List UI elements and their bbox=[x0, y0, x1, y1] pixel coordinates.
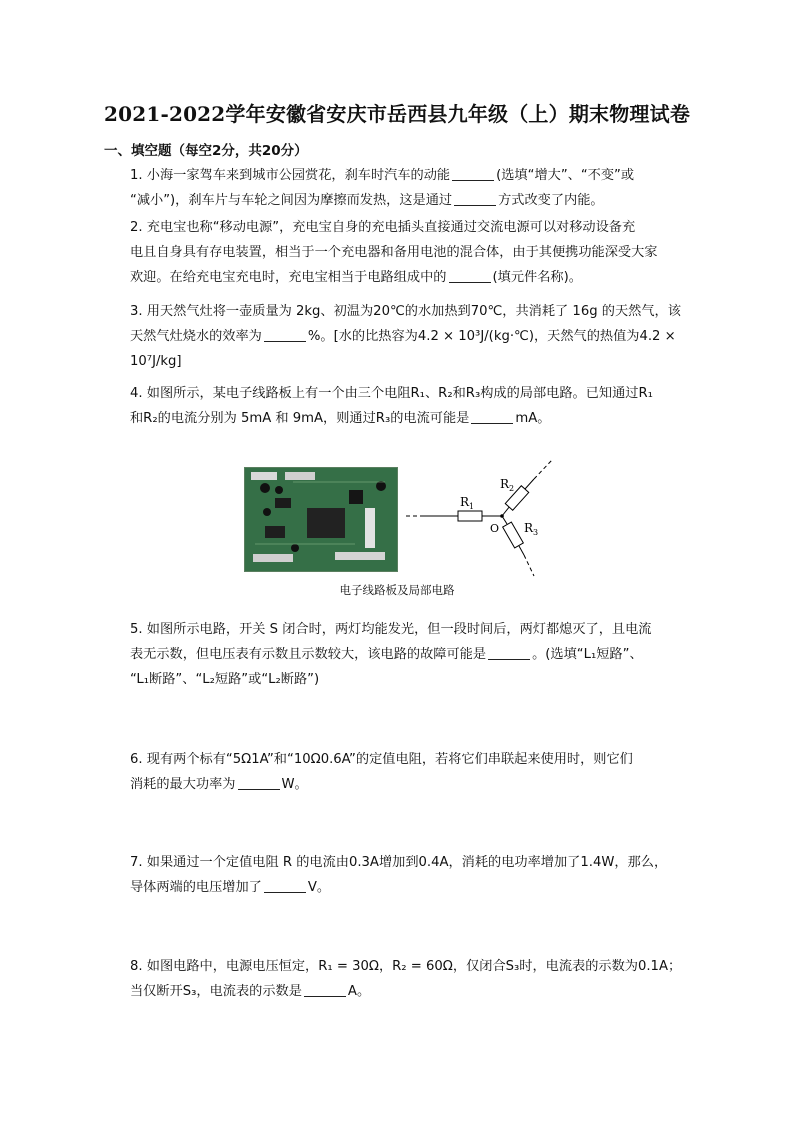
resistor-r1 bbox=[458, 511, 482, 521]
r2-label: $R_2$ bbox=[500, 477, 515, 493]
q3-text: 10⁷J/kg] bbox=[130, 354, 182, 369]
q1-text: (选填“增大”、“不变”或 bbox=[496, 168, 635, 183]
q4-text: mA。 bbox=[515, 411, 551, 426]
answer-blank[interactable] bbox=[264, 878, 306, 893]
q3-text: %。[水的比热容为4.2 × 10³J/(kg·℃)，天然气的热值为4.2 × bbox=[307, 329, 676, 344]
answer-blank[interactable] bbox=[238, 775, 280, 790]
q5-text: 表无示数，但电压表有示数且示数较大，该电路的故障可能是 bbox=[130, 647, 487, 662]
q7-text: V。 bbox=[307, 880, 331, 895]
resistor-r3 bbox=[503, 522, 524, 548]
figure-caption: 电子线路板及局部电路 bbox=[339, 583, 455, 597]
q5-text: 。(选填“L₁短路”、 bbox=[532, 647, 643, 662]
question-4 bbox=[130, 381, 710, 431]
answer-blank[interactable] bbox=[454, 191, 496, 206]
q4-text: 和R₂的电流分别为 5mA 和 9mA，则通过R₃的电流可能是 bbox=[130, 411, 470, 426]
page-title: 2021-2022学年安徽省安庆市岳西县九年级（上）期末物理试卷 bbox=[103, 102, 691, 126]
q7-text: 7. 如果通过一个定值电阻 R 的电流由0.3A增加到0.4A，消耗的电功率增加了1.4W，那么， bbox=[130, 855, 668, 870]
question-3 bbox=[130, 299, 710, 374]
q4-text: 4. 如图所示，某电子线路板上有一个由三个电阻R₁、R₂和R₃构成的局部电路。已知通过R₁ bbox=[130, 386, 653, 401]
q5-text: 5. 如图所示电路，开关 S 闭合时，两灯均能发光，但一段时间后，两灯都熄灭了，且电流 bbox=[130, 622, 652, 637]
question-2 bbox=[130, 215, 710, 290]
q8-text: 8. 如图电路中，电源电压恒定，R₁ = 30Ω，R₂ = 60Ω，仅闭合S₃时，电流表的示数为0.1A； bbox=[130, 959, 682, 974]
q5-text: “L₁断路”、“L₂短路”或“L₂断路”) bbox=[130, 672, 320, 687]
q6-text: W。 bbox=[281, 777, 308, 792]
q7-text: 导体两端的电压增加了 bbox=[130, 880, 262, 895]
q1-text: 方式改变了内能。 bbox=[498, 193, 604, 208]
question-6 bbox=[130, 747, 710, 797]
answer-blank[interactable] bbox=[488, 645, 530, 660]
q6-text: 6. 现有两个标有“5Ω1A”和“10Ω0.6A”的定值电阻，若将它们串联起来使用时，则它们 bbox=[130, 752, 633, 767]
answer-blank[interactable] bbox=[304, 982, 346, 997]
q2-text: 电且自身具有存电装置，相当于一个充电器和备用电池的混合体，由于其便携功能深受大家 bbox=[130, 245, 658, 260]
node-o-label: O bbox=[490, 522, 500, 535]
question-1 bbox=[130, 163, 710, 213]
q8-text: A。 bbox=[347, 984, 371, 999]
q2-text: 欢迎。在给充电宝充电时，充电宝相当于电路组成中的 bbox=[130, 270, 447, 285]
section-heading: 一、填空题（每空2分，共20分） bbox=[104, 143, 308, 159]
q2-text: (填元件名称)。 bbox=[492, 270, 582, 285]
answer-blank[interactable] bbox=[471, 409, 513, 424]
answer-blank[interactable] bbox=[452, 166, 494, 181]
answer-blank[interactable] bbox=[449, 268, 491, 283]
q3-text: 3. 用天然气灶将一壶质量为 2kg、初温为20℃的水加热到70℃，共消耗了 16g 的天然气，该 bbox=[130, 304, 681, 319]
r3-label: $R_3$ bbox=[524, 521, 539, 537]
circuit-board-photo bbox=[244, 467, 398, 572]
q3-text: 天然气灶烧水的效率为 bbox=[130, 329, 262, 344]
answer-blank[interactable] bbox=[264, 327, 306, 342]
question-7 bbox=[130, 850, 710, 900]
question-8 bbox=[130, 954, 710, 1004]
q1-text: 1. 小海一家驾车来到城市公园赏花，刹车时汽车的动能 bbox=[130, 168, 451, 183]
q1-text: “减小”)，刹车片与车轮之间因为摩擦而发热，这是通过 bbox=[130, 193, 453, 208]
q2-text: 2. 充电宝也称“移动电源”，充电宝自身的充电插头直接通过交流电源可以对移动设备充 bbox=[130, 220, 636, 235]
question-5 bbox=[130, 617, 710, 692]
circuit-figure bbox=[244, 458, 564, 578]
q6-text: 消耗的最大功率为 bbox=[130, 777, 236, 792]
r1-label: $R_1$ bbox=[460, 495, 475, 511]
q8-text: 当仅断开S₃，电流表的示数是 bbox=[130, 984, 302, 999]
